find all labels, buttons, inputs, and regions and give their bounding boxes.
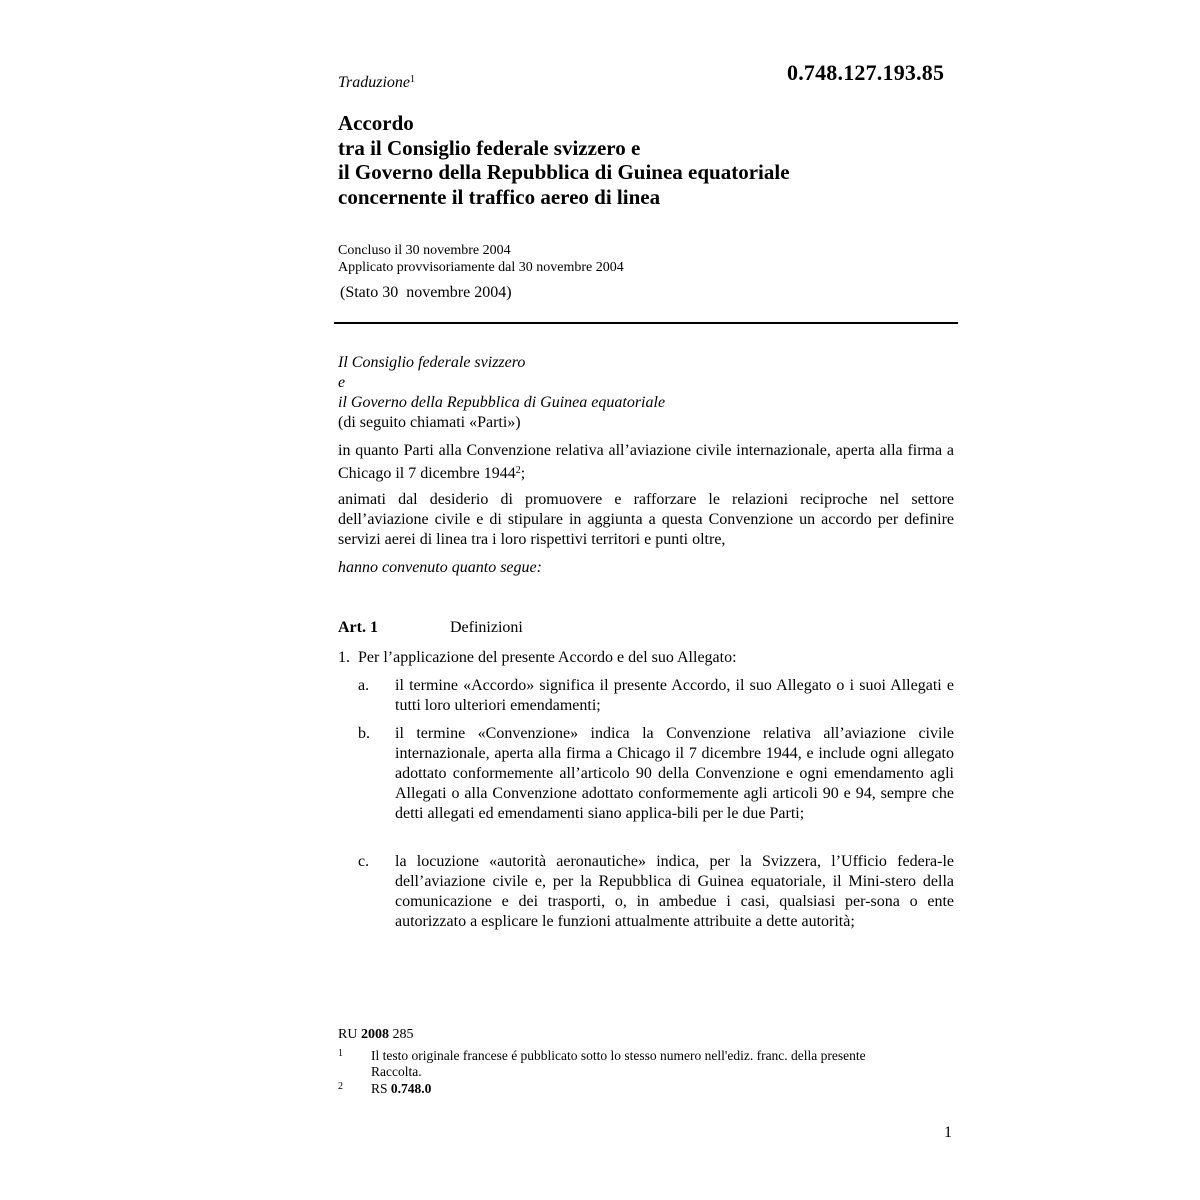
item-label: b. [358, 725, 370, 742]
footnote-2 [338, 1081, 938, 1097]
definition-item-b [338, 724, 954, 824]
preamble-paragraph-2: animati dal desiderio di promuovere e rafforzare le relazioni reciproche nel settore dell’aviazione civile e di stipulare in aggiunta a questa Convenzione un accordo per definire servizi aerei di linea tra i loro rispettivi territori e punti oltre, [338, 491, 954, 548]
article-1-intro: 1. Per l’applicazione del presente Accordo e del suo Allegato: [338, 649, 737, 666]
article-1-heading [338, 619, 523, 637]
footnote-mark: 2 [338, 1081, 343, 1092]
item-text: la locuzione «autorità aeronautiche» indica, per la Svizzera, l’Ufficio federa-le dell’aviazione civile e, per la Repubblica di Guinea equatoriale, il Mini-stero della comunicazione e dei trasporti, o, in ambedue i casi, qualsiasi per-sona o ente autorizzato a esplicare le funzioni attualmente attribuite a dette autorità; [395, 853, 954, 930]
preamble-paragraph-1-text: in quanto Parti alla Convenzione relativa all’aviazione civile internazionale, aperta alla firma a Chicago il 7 dicembre 1944 [338, 442, 954, 482]
footnote-text: Il testo originale francese é pubblicato sotto lo stesso numero nell'ediz. franc. della presente Raccolta. [371, 1048, 866, 1079]
definition-item-a [338, 676, 954, 716]
footnote-rs-ref[interactable]: 0.748.0 [390, 1081, 432, 1096]
footnote-mark: 1 [338, 1048, 343, 1059]
ru-prefix: RU [338, 1027, 358, 1042]
footnote-ref-1[interactable]: 1 [410, 74, 416, 85]
item-label: a. [358, 677, 370, 694]
provisional-application-date: Applicato provvisoriamente dal 30 novembre 2004 [338, 260, 624, 275]
item-text: il termine «Accordo» significa il presente Accordo, il suo Allegato o i suoi Allegati e tutti loro ulteriori emendamenti; [395, 677, 954, 714]
title-line-3: il Governo della Repubblica di Guinea equatoriale [338, 160, 790, 184]
hereinafter-clause: (di seguito chiamati «Parti») [338, 414, 521, 431]
document-title [338, 111, 958, 209]
article-number: Art. 1 [338, 619, 378, 636]
sr-number: 0.748.127.193.85 [787, 60, 945, 85]
preamble-paragraph-1-end: ; [520, 465, 526, 482]
agreed-clause: hanno convenuto quanto segue: [338, 559, 542, 576]
ru-year: 2008 [360, 1027, 389, 1042]
party-conjunction: e [338, 374, 346, 391]
item-label: c. [358, 853, 370, 870]
article-title: Definizioni [450, 619, 523, 636]
footnote-rs-prefix: RS [371, 1081, 388, 1096]
concluded-date: Concluso il 30 novembre 2004 [338, 243, 511, 258]
header-divider [334, 322, 958, 324]
title-line-2: tra il Consiglio federale svizzero e [338, 135, 641, 160]
footnote-text [371, 1081, 938, 1097]
ru-page: 285 [392, 1027, 414, 1042]
footnote-ref-2[interactable]: 2 [515, 465, 521, 476]
translation-label-text: Traduzione [338, 74, 411, 91]
title-line-4: concernente il traffico aereo di linea [338, 184, 661, 209]
party-2: il Governo della Repubblica di Guinea equatoriale [338, 394, 666, 411]
official-compilation-reference [338, 1027, 413, 1043]
preamble-parties [338, 353, 954, 433]
title-line-1: Accordo [338, 111, 414, 135]
preamble-paragraph-1 [338, 441, 954, 484]
item-text: il termine «Convenzione» indica la Convenzione relativa all’aviazione civile internazionale, aperta alla firma a Chicago il 7 dicembre 1944, e include ogni allegato adottato conformemente all’articolo 90 della Convenzione e ogni emendamento agli Allegati o alla Convenzione adottato conformemente agli articoli 90 e 94, sempre che detti allegati ed emendamenti siano applica-bili per le due Parti; [395, 725, 954, 822]
footnote-1 [338, 1048, 938, 1080]
definition-item-c [338, 852, 954, 932]
status-date: (Stato 30 novembre 2004) [340, 284, 512, 301]
party-1: Il Consiglio federale svizzero [338, 354, 526, 371]
document-dates [338, 242, 624, 276]
page-number: 1 [944, 1124, 952, 1141]
translation-label [338, 74, 415, 92]
